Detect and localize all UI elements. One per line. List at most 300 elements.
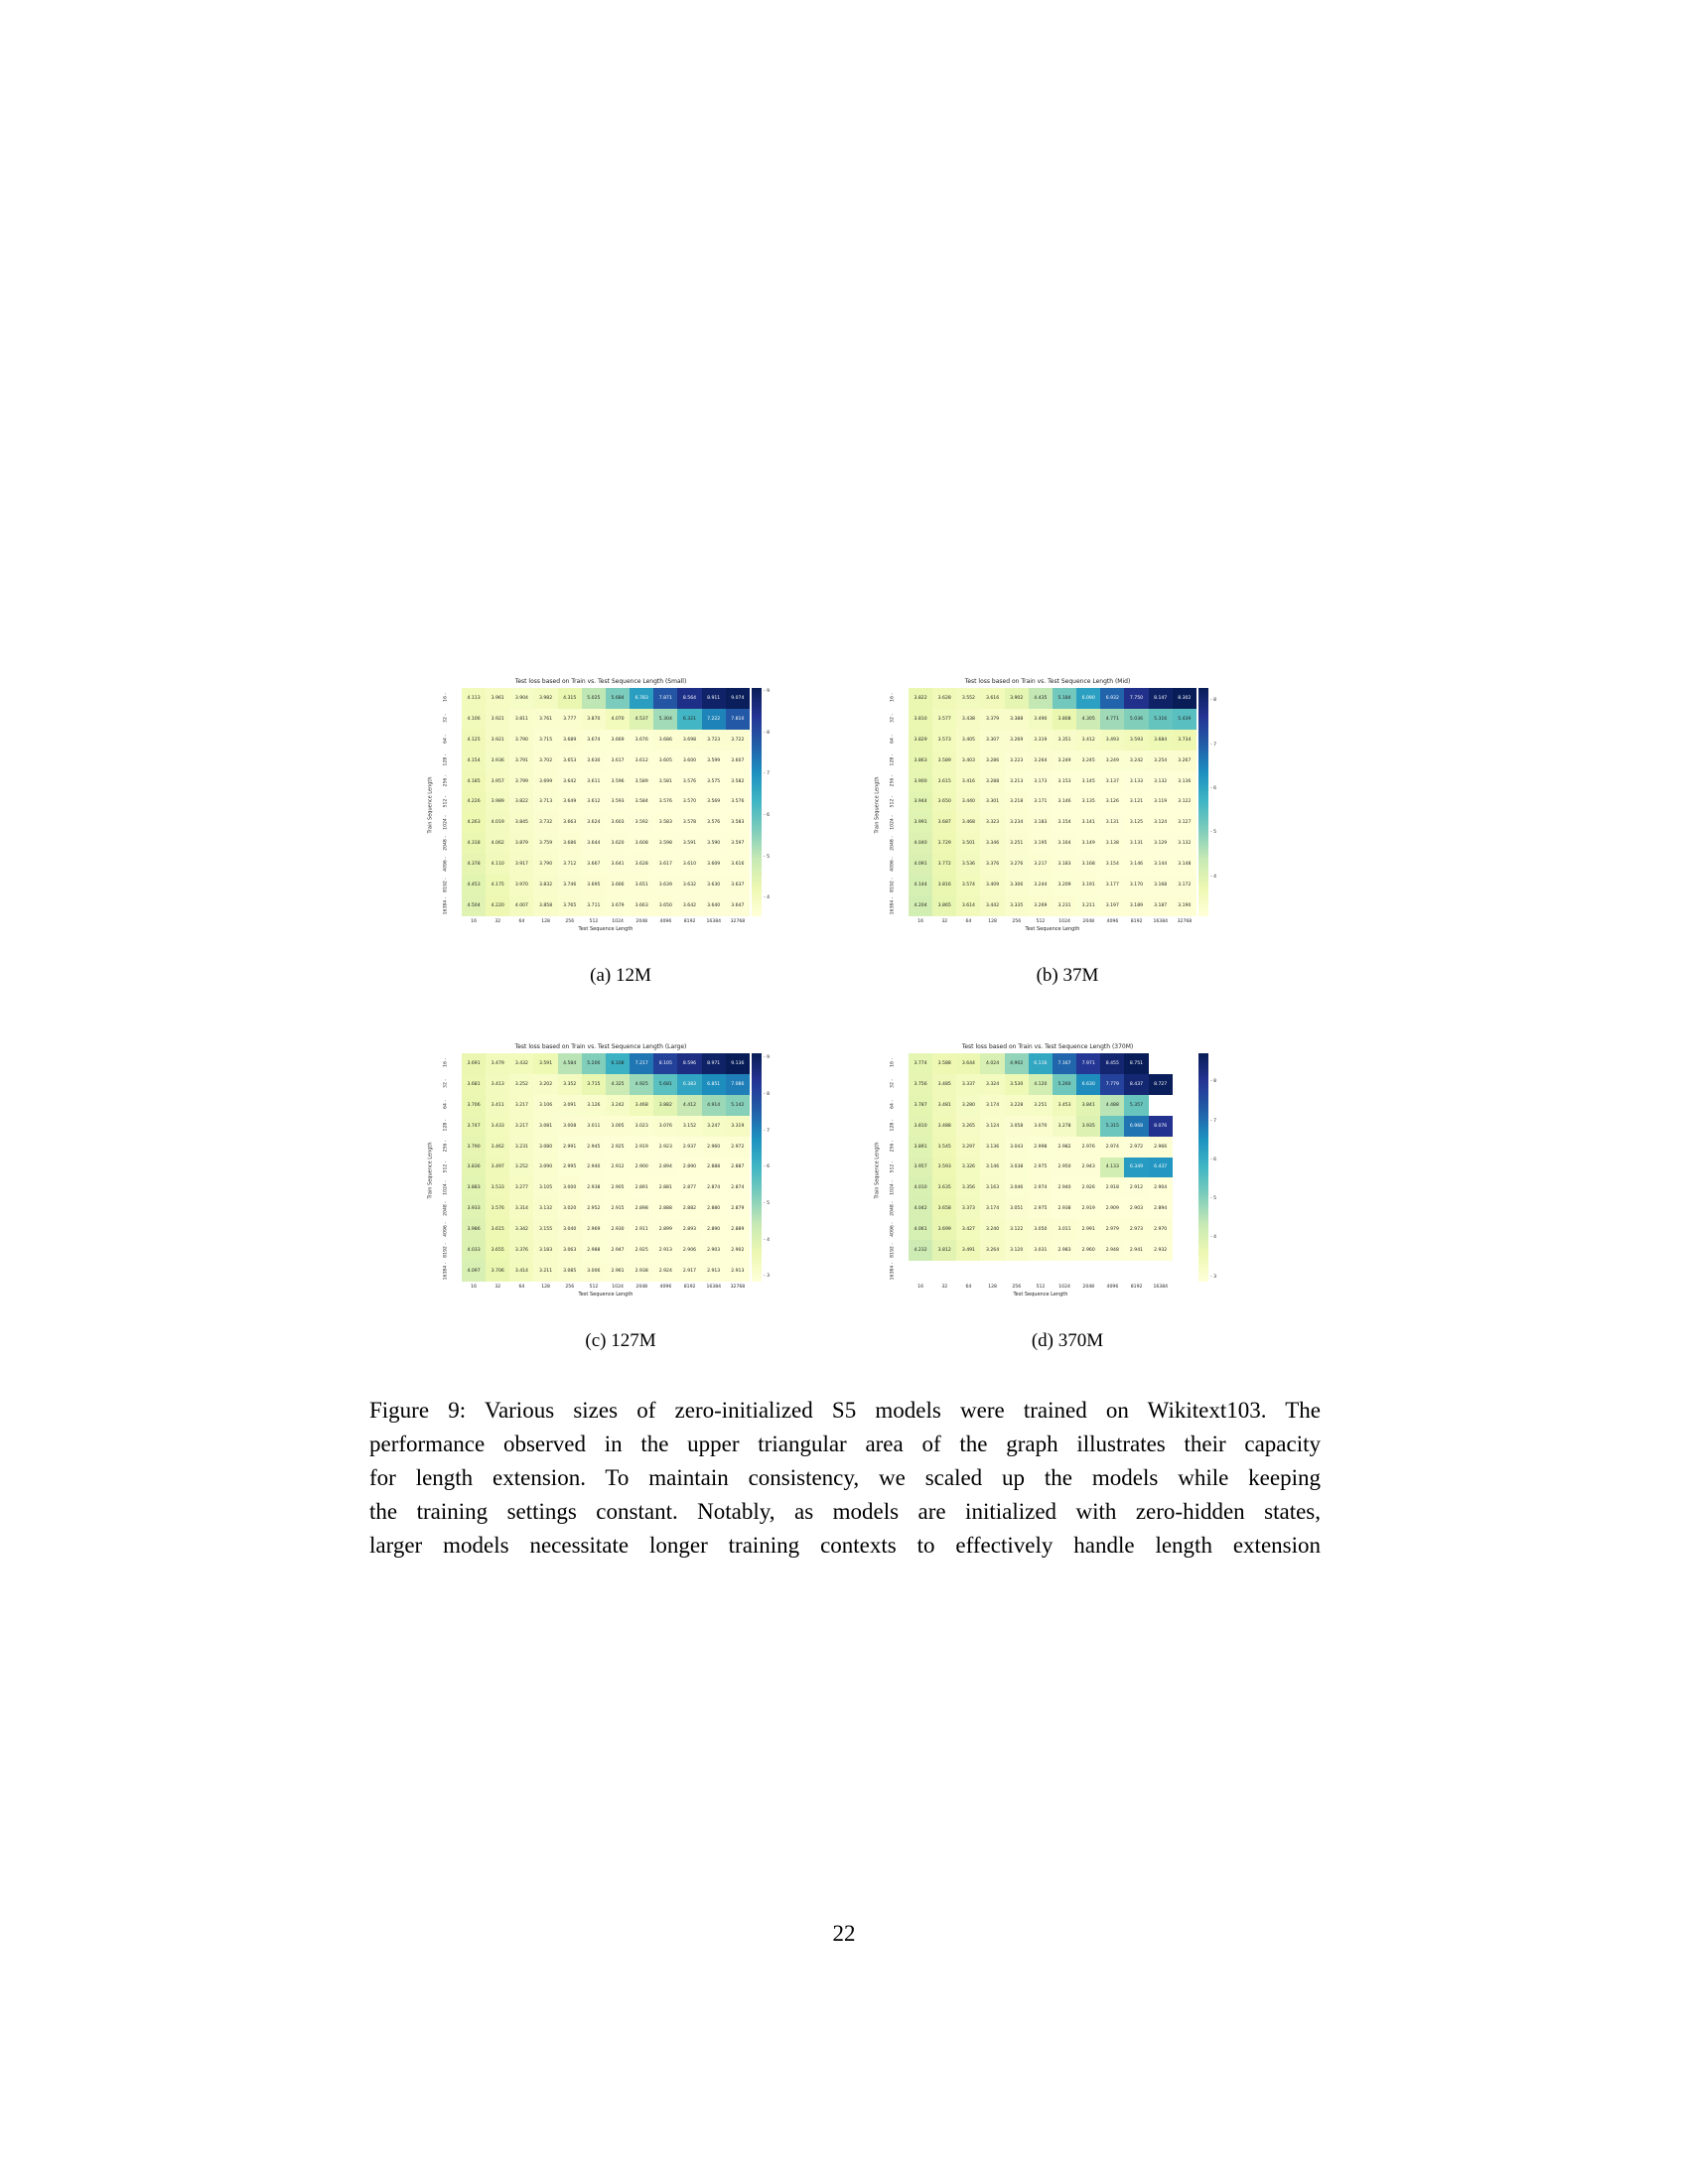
heatmap-cell: 3.251 [1005,833,1029,854]
heatmap-cell: 3.772 [932,854,956,875]
heatmap-cell: 4.204 [909,895,932,916]
heatmap-cell: 2.912 [606,1158,630,1178]
x-tick-label: 8192 [683,1285,696,1290]
heatmap-cell: 8.596 [677,1053,701,1074]
heatmap-cell: 3.242 [1124,751,1148,771]
heatmap-cell: 2.974 [1029,1177,1053,1198]
caption-line: the training settings constant. Notably, as models are initialized with zero-hidden states, [369,1499,1321,1524]
heatmap-cell: 3.462 [486,1137,509,1158]
heatmap-cell: 3.409 [980,875,1004,895]
heatmap-cell: 8.147 [1149,688,1173,709]
heatmap-cell: 3.583 [726,812,750,833]
heatmap-cell: 3.085 [558,1261,582,1282]
heatmap-cell: 3.991 [909,812,932,833]
heatmap-cell: 3.373 [956,1198,980,1219]
heatmap-cell: 3.265 [956,1116,980,1137]
heatmap-cell: 3.011 [582,1116,606,1137]
heatmap-cell [1149,1053,1173,1074]
x-tick-label: 32 [941,919,948,924]
heatmap-cell: 3.135 [1076,792,1100,813]
heatmap-cell: 3.777 [558,709,582,730]
x-tick-label: 16 [471,1285,477,1290]
colorbar-tick: - 9 [764,1055,771,1061]
heatmap-cell: 3.433 [486,1116,509,1137]
heatmap-cell: 3.774 [909,1053,932,1074]
y-tick-label: 128 - [443,753,449,766]
heatmap-cell: 3.286 [980,751,1004,771]
heatmap-cell: 3.765 [558,895,582,916]
heatmap-cell: 3.904 [509,688,533,709]
x-tick-label: 512 [1036,1285,1046,1290]
heatmap-cell: 3.593 [1124,730,1148,751]
heatmap-cell: 3.722 [726,730,750,751]
heatmap-cell: 3.337 [956,1074,980,1095]
x-axis-title: Test Sequence Length [578,1292,633,1297]
heatmap-cell: 2.902 [726,1240,750,1261]
heatmap-cell: 3.816 [932,875,956,895]
heatmap-cell: 3.479 [486,1053,509,1074]
x-tick-label: 8192 [683,919,696,924]
heatmap-cell: 4.325 [606,1074,630,1095]
heatmap-cell: 2.894 [653,1158,677,1178]
colorbar-tick: - 7 [1210,742,1217,748]
heatmap-cell: 3.592 [630,812,653,833]
heatmap-cell: 3.324 [980,1074,1004,1095]
heatmap-cell: 3.211 [1076,895,1100,916]
heatmap-cell: 3.000 [558,1177,582,1198]
heatmap-cell: 3.822 [909,688,932,709]
colorbar [1198,688,1208,916]
heatmap-cell: 7.810 [726,709,750,730]
heatmap-cell: 3.686 [653,730,677,751]
heatmap-cell: 3.081 [533,1116,557,1137]
y-tick-label: 512 - [443,1160,449,1173]
heatmap-cell: 7.750 [1124,688,1148,709]
heatmap-cell: 3.632 [677,875,701,895]
heatmap-cell: 3.131 [1100,812,1124,833]
x-tick-label: 16384 [1153,1285,1169,1290]
heatmap-cell: 3.190 [1173,895,1196,916]
heatmap-cell [956,1261,980,1282]
heatmap-cell: 3.841 [1076,1095,1100,1116]
heatmap-cell: 6.968 [1124,1116,1148,1137]
heatmap-cell: 3.481 [932,1095,956,1116]
heatmap-cell: 7.971 [1076,1053,1100,1074]
heatmap-cell: 3.154 [1053,812,1076,833]
colorbar-tick: - 3 [764,1274,771,1280]
heatmap-grid [909,1053,1173,1282]
heatmap-cell: 3.388 [1005,709,1029,730]
heatmap-cell: 3.414 [509,1261,533,1282]
heatmap-cell: 3.491 [956,1240,980,1261]
x-tick-label: 64 [965,1285,972,1290]
x-tick-label: 4096 [1106,919,1119,924]
heatmap-cell: 3.687 [932,812,956,833]
colorbar-tick: - 4 [1210,874,1217,880]
heatmap-cell: 3.879 [509,833,533,854]
x-tick-label: 16384 [706,1285,722,1290]
heatmap-cell: 3.695 [582,875,606,895]
heatmap-cell: 2.919 [1076,1198,1100,1219]
y-tick-label: 32 - [443,714,449,724]
heatmap-cell: 3.183 [1053,854,1076,875]
heatmap-cell: 3.935 [1076,1116,1100,1137]
heatmap-cell: 3.858 [533,895,557,916]
heatmap-cell: 3.432 [509,1053,533,1074]
y-tick-label: 4096 - [890,856,896,872]
heatmap-cell: 3.600 [677,751,701,771]
heatmap-cell: 3.468 [630,1095,653,1116]
heatmap-cell: 3.570 [677,792,701,813]
heatmap-cell: 3.702 [533,751,557,771]
heatmap-cell: 3.611 [582,771,606,792]
heatmap-cell: 3.171 [1029,792,1053,813]
heatmap-cell: 3.616 [726,854,750,875]
heatmap-cell: 2.900 [630,1158,653,1178]
heatmap-cell: 2.906 [677,1240,701,1261]
heatmap-cell: 4.914 [702,1095,726,1116]
heatmap-cell: 2.917 [677,1261,701,1282]
y-tick-label: 256 - [443,1140,449,1153]
heatmap-cell: 2.911 [630,1219,653,1240]
heatmap-cell: 2.888 [653,1198,677,1219]
heatmap-cell: 3.530 [1005,1074,1029,1095]
heatmap-cell: 3.269 [1005,730,1029,751]
heatmap-cell: 2.912 [1124,1177,1148,1198]
heatmap-cell [1149,1261,1173,1282]
colorbar [1198,1053,1208,1282]
x-tick-label: 128 [988,919,997,924]
heatmap-cell: 3.576 [677,771,701,792]
heatmap-cell: 3.120 [1005,1240,1029,1261]
heatmap-cell: 3.865 [932,895,956,916]
heatmap-cell: 3.653 [558,751,582,771]
heatmap-title: Test loss based on Train vs. Test Sequence Length (370M) [961,1043,1134,1050]
heatmap-cell: 3.323 [980,812,1004,833]
heatmap-cell: 3.577 [932,709,956,730]
heatmap-cell: 2.941 [1124,1240,1148,1261]
heatmap-cell: 3.576 [486,1198,509,1219]
heatmap-cell: 3.164 [1053,833,1076,854]
heatmap-cell: 4.125 [462,730,486,751]
y-tick-label: 2048 - [890,835,896,851]
heatmap-cell: 3.986 [462,1219,486,1240]
heatmap-cell: 3.644 [582,833,606,854]
heatmap-cell: 3.301 [980,792,1004,813]
heatmap-cell: 3.917 [509,854,533,875]
heatmap-cell [1029,1261,1053,1282]
subcaption-c: (c) 127M [585,1330,656,1351]
heatmap-cell: 3.576 [726,792,750,813]
caption-line: performance observed in the upper triangular area of the graph illustrates their capacity [369,1432,1321,1456]
heatmap-cell: 4.263 [462,812,486,833]
heatmap-cell: 3.811 [509,709,533,730]
heatmap-cell: 4.070 [606,709,630,730]
x-axis-title: Test Sequence Length [1025,926,1080,932]
y-tick-label: 32 - [890,714,896,724]
y-tick-label: 512 - [890,1160,896,1173]
y-tick-label: 1024 - [890,1180,896,1195]
heatmap-cell: 3.124 [980,1116,1004,1137]
heatmap-cell: 3.177 [1100,875,1124,895]
heatmap-cell: 3.610 [677,854,701,875]
heatmap-cell: 4.185 [462,771,486,792]
x-tick-label: 32 [494,1285,501,1290]
heatmap-cell: 3.970 [509,875,533,895]
heatmap-cell: 3.277 [509,1177,533,1198]
heatmap-cell: 3.125 [1124,812,1148,833]
heatmap-cell: 3.649 [558,792,582,813]
heatmap-cell: 3.961 [486,688,509,709]
x-tick-label: 1024 [612,1285,624,1290]
heatmap-cell: 3.607 [726,751,750,771]
heatmap-cell: 3.144 [1149,854,1173,875]
heatmap-cell: 5.316 [1149,709,1173,730]
x-tick-label: 128 [988,1285,997,1290]
heatmap-cell: 3.615 [932,771,956,792]
heatmap-cell: 2.948 [1100,1240,1124,1261]
heatmap-cell: 3.252 [509,1074,533,1095]
heatmap-cell: 2.882 [677,1198,701,1219]
heatmap-cell: 3.132 [533,1198,557,1219]
x-tick-label: 1024 [612,919,624,924]
heatmap-cell: 3.264 [980,1240,1004,1261]
heatmap-cell: 3.231 [1053,895,1076,916]
y-axis-title: Train Sequence Length [427,776,434,834]
heatmap-cell: 3.319 [1029,730,1053,751]
y-tick-label: 64 - [890,735,896,745]
heatmap-cell: 3.405 [956,730,980,751]
heatmap-cell: 3.581 [653,771,677,792]
heatmap-cell: 2.966 [1149,1137,1173,1158]
heatmap-cell: 2.983 [1053,1240,1076,1261]
heatmap-cell: 4.488 [1100,1095,1124,1116]
heatmap-cell: 2.903 [1124,1198,1148,1219]
heatmap-cell: 3.319 [726,1116,750,1137]
heatmap-cell: 8.437 [1124,1074,1148,1095]
x-tick-label: 512 [589,919,599,924]
heatmap-cell: 5.315 [1100,1116,1124,1137]
heatmap-cell [1149,1095,1173,1116]
caption-line: Figure 9: Various sizes of zero-initialized S5 models were trained on Wikitext103. The [369,1398,1321,1423]
x-tick-label: 16 [917,919,923,924]
heatmap-cell: 3.658 [932,1198,956,1219]
caption-line: larger models necessitate longer training contexts to effectively handle length extension [369,1533,1321,1558]
heatmap-cell: 2.890 [677,1158,701,1178]
colorbar [752,688,762,916]
heatmap-cell: 5.025 [582,688,606,709]
y-tick-label: 64 - [890,1100,896,1110]
heatmap-cell: 3.609 [702,854,726,875]
heatmap-cell: 2.991 [1076,1219,1100,1240]
colorbar-tick: - 8 [764,730,771,736]
heatmap-cell: 3.655 [486,1240,509,1261]
y-tick-label: 8192 - [443,1242,449,1258]
heatmap-cell: 3.756 [909,1074,932,1095]
heatmap-cell: 3.427 [956,1219,980,1240]
heatmap-cell: 3.597 [726,833,750,854]
heatmap-cell: 4.232 [909,1240,932,1261]
heatmap-cell: 3.674 [582,730,606,751]
heatmap-cell: 3.191 [1076,875,1100,895]
heatmap-cell: 3.791 [509,751,533,771]
heatmap-cell: 3.106 [533,1095,557,1116]
heatmap-cell: 8.727 [1149,1074,1173,1095]
heatmap-cell: 3.615 [486,1219,509,1240]
heatmap-cell: 5.036 [1124,709,1148,730]
heatmap-cell: 3.278 [1053,1116,1076,1137]
heatmap-cell: 3.127 [1173,812,1196,833]
y-tick-label: 2048 - [443,835,449,851]
heatmap-cell: 3.612 [630,751,653,771]
x-tick-label: 2048 [635,919,648,924]
heatmap-cell: 3.223 [1005,751,1029,771]
heatmap-cell: 3.870 [582,709,606,730]
heatmap-cell: 2.925 [606,1137,630,1158]
heatmap-cell: 3.921 [486,709,509,730]
heatmap-cell: 3.379 [980,709,1004,730]
heatmap-cell: 3.624 [582,812,606,833]
heatmap-cell: 3.536 [956,854,980,875]
heatmap-cell: 2.938 [630,1261,653,1282]
heatmap-cell: 2.938 [582,1177,606,1198]
heatmap-cell: 2.926 [1076,1177,1100,1198]
heatmap-cell: 2.998 [1029,1137,1053,1158]
colorbar-tick: - 4 [764,895,771,901]
x-tick-label: 2048 [1082,1285,1095,1290]
heatmap-title: Test loss based on Train vs. Test Sequence Length (Large) [514,1043,687,1050]
heatmap-cell: 3.761 [533,709,557,730]
heatmap-cell: 3.647 [726,895,750,916]
heatmap-cell: 3.593 [932,1158,956,1178]
heatmap-cell: 2.909 [1100,1198,1124,1219]
y-axis-title: Train Sequence Length [427,1142,434,1199]
heatmap-cell: 3.146 [1053,792,1076,813]
heatmap-cell: 3.346 [980,833,1004,854]
heatmap-cell: 3.630 [582,751,606,771]
heatmap-cell: 3.583 [653,812,677,833]
heatmap-cell: 2.893 [677,1219,701,1240]
heatmap-cell: 3.132 [1173,833,1196,854]
heatmap-cell: 3.891 [909,1137,932,1158]
heatmap-cell: 3.145 [1076,771,1100,792]
heatmap-cell: 7.086 [726,1074,750,1095]
heatmap-cell: 3.249 [1053,751,1076,771]
heatmap-cell: 3.211 [533,1261,557,1282]
heatmap-cell: 3.288 [980,771,1004,792]
heatmap-cell: 4.007 [509,895,533,916]
heatmap-cell: 3.038 [1005,1158,1029,1178]
heatmap-cell: 3.663 [558,812,582,833]
heatmap-cell: 3.691 [462,1053,486,1074]
heatmap-cell: 3.533 [486,1177,509,1198]
heatmap-cell: 7.217 [630,1053,653,1074]
heatmap-cell: 3.306 [1005,875,1029,895]
colorbar-tick: - 4 [1210,1235,1217,1241]
heatmap-cell: 3.699 [533,771,557,792]
heatmap-cell: 4.061 [909,1219,932,1240]
heatmap-cell: 3.307 [980,730,1004,751]
heatmap-cell: 6.108 [606,1053,630,1074]
y-tick-label: 128 - [890,753,896,766]
colorbar-tick: - 6 [764,1164,771,1170]
heatmap-cell: 3.734 [1173,730,1196,751]
y-tick-label: 4096 - [443,1221,449,1237]
x-tick-label: 128 [541,1285,550,1290]
colorbar-tick: - 6 [1210,785,1217,791]
x-tick-label: 16384 [1153,919,1169,924]
y-tick-label: 1024 - [890,815,896,830]
heatmap-cell: 4.113 [462,688,486,709]
heatmap-cell: 2.923 [653,1137,677,1158]
heatmap-cell: 3.189 [1124,895,1148,916]
x-axis-title: Test Sequence Length [1013,1292,1068,1297]
heatmap-cell: 7.222 [702,709,726,730]
heatmap-cell: 3.297 [956,1137,980,1158]
heatmap-cell: 3.356 [956,1177,980,1198]
heatmap-cell: 6.932 [1100,688,1124,709]
heatmap-cell: 3.129 [1149,833,1173,854]
x-tick-label: 32768 [730,919,746,924]
heatmap-cell: 3.589 [630,771,653,792]
heatmap-cell: 3.617 [606,751,630,771]
heatmap-cell: 3.605 [653,751,677,771]
heatmap-cell: 4.412 [677,1095,701,1116]
x-tick-label: 64 [965,919,972,924]
heatmap-cell: 3.689 [558,730,582,751]
heatmap-grid [462,688,750,916]
heatmap-cell: 3.545 [932,1137,956,1158]
y-tick-label: 256 - [443,774,449,787]
heatmap-cell: 2.988 [582,1240,606,1261]
heatmap-cell: 2.970 [1149,1219,1173,1240]
y-tick-label: 64 - [443,1100,449,1110]
y-tick-label: 4096 - [890,1221,896,1237]
heatmap-cell: 3.440 [956,792,980,813]
heatmap-cell: 3.488 [932,1116,956,1137]
heatmap-cell: 3.468 [956,812,980,833]
heatmap-cell: 3.168 [1149,875,1173,895]
heatmap-cell: 3.799 [509,771,533,792]
heatmap-cell: 3.342 [509,1219,533,1240]
heatmap-cell: 6.630 [1076,1074,1100,1095]
x-tick-label: 32768 [1177,919,1193,924]
heatmap-cell: 3.616 [980,688,1004,709]
heatmap-cell: 3.154 [1100,854,1124,875]
heatmap-cell: 2.972 [1124,1137,1148,1158]
heatmap-cell: 3.152 [677,1116,701,1137]
heatmap-cell: 3.136 [1173,771,1196,792]
heatmap-cell: 3.589 [932,751,956,771]
heatmap-cell: 4.771 [1100,709,1124,730]
heatmap-cell: 9.136 [726,1053,750,1074]
heatmap-cell: 8.105 [653,1053,677,1074]
heatmap-cell: 3.944 [909,792,932,813]
heatmap-cell: 2.877 [677,1177,701,1198]
heatmap-cell: 5.260 [1053,1074,1076,1095]
heatmap-cell: 3.023 [630,1116,653,1137]
heatmap-cell: 3.173 [1029,771,1053,792]
y-tick-label: 256 - [890,774,896,787]
y-tick-label: 16384 - [890,1262,896,1280]
heatmap-cell: 3.666 [606,875,630,895]
heatmap-cell: 3.202 [533,1074,557,1095]
heatmap-cell: 2.972 [726,1137,750,1158]
y-axis-title: Train Sequence Length [874,1142,881,1199]
heatmap-cell: 4.042 [909,1198,932,1219]
heatmap-cell: 2.940 [1053,1177,1076,1198]
heatmap-cell: 3.578 [677,812,701,833]
